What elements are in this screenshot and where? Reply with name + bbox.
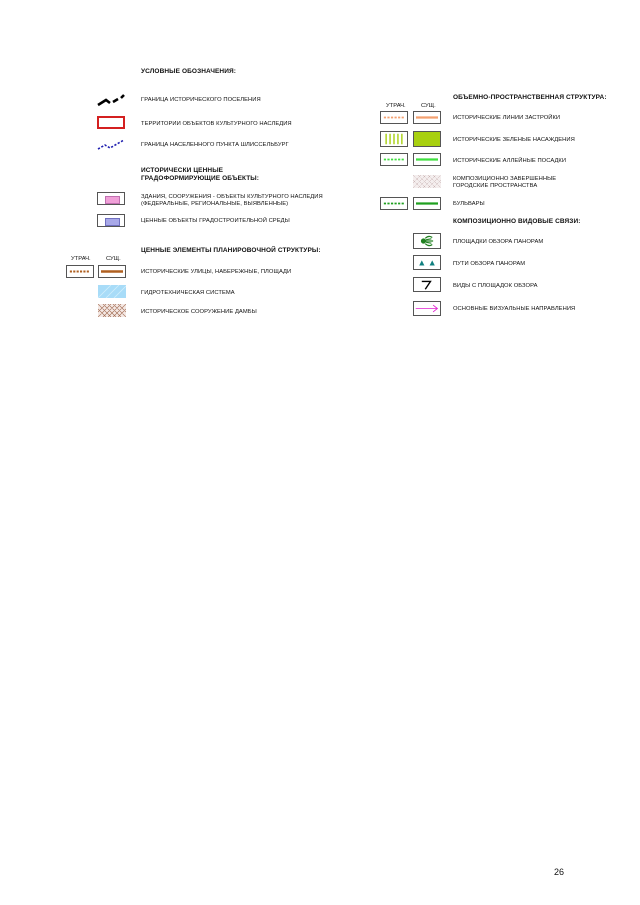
spatial-heading: ОБЪЕМНО-ПРОСТРАНСТВЕННАЯ СТРУКТУРА: [453, 94, 607, 101]
views-heading: КОМПОЗИЦИОННО ВИДОВЫЕ СВЯЗИ: [453, 218, 581, 225]
town-boundary-icon [97, 138, 125, 151]
building-line-existing-icon [413, 111, 441, 124]
heritage-building-label-1: ЗДАНИЯ, СООРУЖЕНИЯ - ОБЪЕКТЫ КУЛЬТУРНОГО НАСЛЕДИЯ [141, 194, 323, 200]
composed-space-icon [413, 175, 441, 188]
building-line-label: ИСТОРИЧЕСКИЕ ЛИНИИ ЗАСТРОЙКИ [453, 115, 561, 121]
alley-planting-existing-icon [413, 153, 441, 166]
green-planting-existing-icon [413, 131, 441, 147]
green-planting-lost-icon [380, 131, 408, 147]
dam-icon [98, 304, 126, 317]
green-planting-label: ИСТОРИЧЕСКИЕ ЗЕЛЕНЫЕ НАСАЖДЕНИЯ [453, 137, 575, 143]
page-number: 26 [554, 867, 565, 877]
legend-title: УСЛОВНЫЕ ОБОЗНАЧЕНИЯ: [141, 68, 237, 75]
valuable-urban-object-label: ЦЕННЫЕ ОБЪЕКТЫ ГРАДОСТРОИТЕЛЬНОЙ СРЕДЫ [141, 218, 290, 224]
objects-heading-line-2: ГРАДОФОРМИРУЮЩИЕ ОБЪЕКТЫ: [141, 175, 260, 182]
valuable-urban-object-icon [97, 214, 125, 227]
historic-settlement-boundary-icon [97, 94, 125, 107]
visual-direction-arrow-icon [413, 301, 441, 316]
composed-space-label-2: ГОРОДСКИЕ ПРОСТРАНСТВА [453, 183, 538, 189]
planning-col-existing: СУЩ. [106, 256, 121, 262]
objects-heading-line-1: ИСТОРИЧЕСКИ ЦЕННЫЕ [141, 167, 224, 174]
view-from-platform-icon [413, 277, 441, 292]
panorama-route-label: ПУТИ ОБЗОРА ПАНОРАМ [453, 261, 526, 267]
hydro-system-label: ГИДРОТЕХНИЧЕСКАЯ СИСТЕМА [141, 290, 235, 296]
planning-col-lost: УТРАЧ. [71, 256, 91, 262]
visual-direction-label: ОСНОВНЫЕ ВИЗУАЛЬНЫЕ НАПРАВЛЕНИЯ [453, 306, 576, 312]
heritage-building-icon [97, 192, 125, 205]
panorama-viewpoint-icon [413, 233, 441, 249]
heritage-territory-label: ТЕРРИТОРИИ ОБЪЕКТОВ КУЛЬТУРНОГО НАСЛЕДИЯ [141, 121, 292, 127]
historic-street-existing-icon [98, 265, 126, 278]
hydro-system-icon [98, 285, 126, 298]
boulevard-existing-icon [413, 197, 441, 210]
alley-planting-label: ИСТОРИЧЕСКИЕ АЛЛЕЙНЫЕ ПОСАДКИ [453, 158, 567, 164]
boulevard-label: БУЛЬВАРЫ [453, 201, 485, 207]
view-from-platform-label: ВИДЫ С ПЛОЩАДОК ОБЗОРА [453, 283, 538, 289]
building-line-lost-icon [380, 111, 408, 124]
composed-space-label-1: КОМПОЗИЦИОННО ЗАВЕРШЕННЫЕ [453, 176, 557, 182]
panorama-route-icon [413, 255, 441, 270]
spatial-col-lost: УТРАЧ. [386, 103, 406, 109]
heritage-building-label-2: (ФЕДЕРАЛЬНЫЕ, РЕГИОНАЛЬНЫЕ, ВЫЯВЛЕННЫЕ) [141, 201, 289, 207]
dam-label: ИСТОРИЧЕСКОЕ СООРУЖЕНИЕ ДАМБЫ [141, 309, 257, 315]
historic-street-label: ИСТОРИЧЕСКИЕ УЛИЦЫ, НАБЕРЕЖНЫЕ, ПЛОЩАДИ [141, 269, 292, 275]
panorama-viewpoint-label: ПЛОЩАДКИ ОБЗОРА ПАНОРАМ [453, 239, 544, 245]
planning-heading: ЦЕННЫЕ ЭЛЕМЕНТЫ ПЛАНИРОВОЧНОЙ СТРУКТУРЫ: [141, 247, 321, 254]
historic-settlement-boundary-label: ГРАНИЦА ИСТОРИЧЕСКОГО ПОСЕЛЕНИЯ [141, 97, 261, 103]
spatial-col-existing: СУЩ. [421, 103, 436, 109]
heritage-territory-icon [97, 116, 125, 129]
town-boundary-label: ГРАНИЦА НАСЕЛЕННОГО ПУНКТА ШЛИССЕЛЬБУРГ [141, 142, 289, 148]
alley-planting-lost-icon [380, 153, 408, 166]
historic-street-lost-icon [66, 265, 94, 278]
boulevard-lost-icon [380, 197, 408, 210]
